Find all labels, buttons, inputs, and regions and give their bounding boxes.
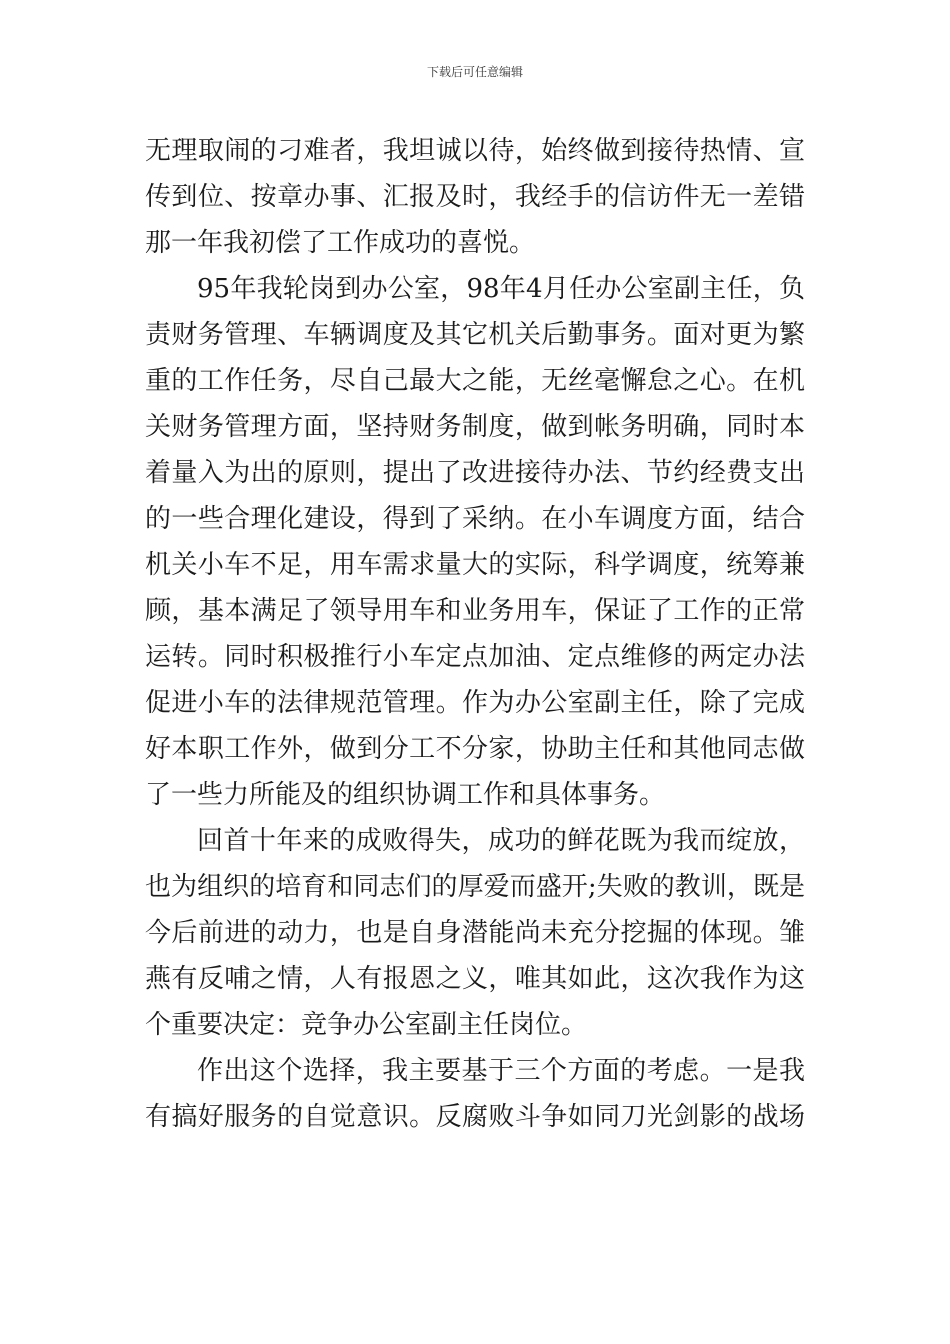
text-line: 运转。同时积极推行小车定点加油、定点维修的两定办法 xyxy=(145,642,805,672)
text-line: 个重要决定：竞争办公室副主任岗位。 xyxy=(145,1010,588,1040)
text-line: 回首十年来的成败得失，成功的鲜花既为我而绽放， xyxy=(197,826,805,856)
text-line: 重的工作任务，尽自己最大之能，无丝毫懈怠之心。在机 xyxy=(145,366,805,396)
text-line: 了一些力所能及的组织协调工作和具体事务。 xyxy=(145,780,666,810)
paragraph-4 xyxy=(145,1048,805,1140)
text-line: 有搞好服务的自觉意识。反腐败斗争如同刀光剑影的战场 xyxy=(145,1102,805,1132)
text-line: 着量入为出的原则，提出了改进接待办法、节约经费支出 xyxy=(145,458,805,488)
document-body xyxy=(145,128,805,1140)
text-line: 无理取闹的刁难者，我坦诚以待，始终做到接待热情、宣 xyxy=(145,136,805,166)
paragraph-3 xyxy=(145,818,805,1048)
text-line: 95年我轮岗到办公室，98年4月任办公室副主任，负 xyxy=(197,274,805,304)
text-line: 也为组织的培育和同志们的厚爱而盛开;失败的教训，既是 xyxy=(145,872,805,902)
text-line: 顾，基本满足了领导用车和业务用车，保证了工作的正常 xyxy=(145,596,805,626)
paragraph-1 xyxy=(145,128,805,266)
text-line: 促进小车的法律规范管理。作为办公室副主任，除了完成 xyxy=(145,688,805,718)
text-line: 今后前进的动力，也是自身潜能尚未充分挖掘的体现。雏 xyxy=(145,918,805,948)
text-line: 那一年我初偿了工作成功的喜悦。 xyxy=(145,228,536,258)
text-line: 燕有反哺之情，人有报恩之义，唯其如此，这次我作为这 xyxy=(145,964,805,994)
text-line: 关财务管理方面，坚持财务制度，做到帐务明确，同时本 xyxy=(145,412,805,442)
text-line: 作出这个选择，我主要基于三个方面的考虑。一是我 xyxy=(197,1056,805,1086)
page-header: 下载后可任意编辑 xyxy=(426,65,523,79)
paragraph-2 xyxy=(145,266,805,818)
text-line: 的一些合理化建设，得到了采纳。在小车调度方面，结合 xyxy=(145,504,805,534)
text-line: 传到位、按章办事、汇报及时，我经手的信访件无一差错 xyxy=(145,182,805,212)
text-line: 机关小车不足，用车需求量大的实际，科学调度，统筹兼 xyxy=(145,550,805,580)
text-line: 责财务管理、车辆调度及其它机关后勤事务。面对更为繁 xyxy=(145,320,805,350)
text-line: 好本职工作外，做到分工不分家，协助主任和其他同志做 xyxy=(145,734,805,764)
